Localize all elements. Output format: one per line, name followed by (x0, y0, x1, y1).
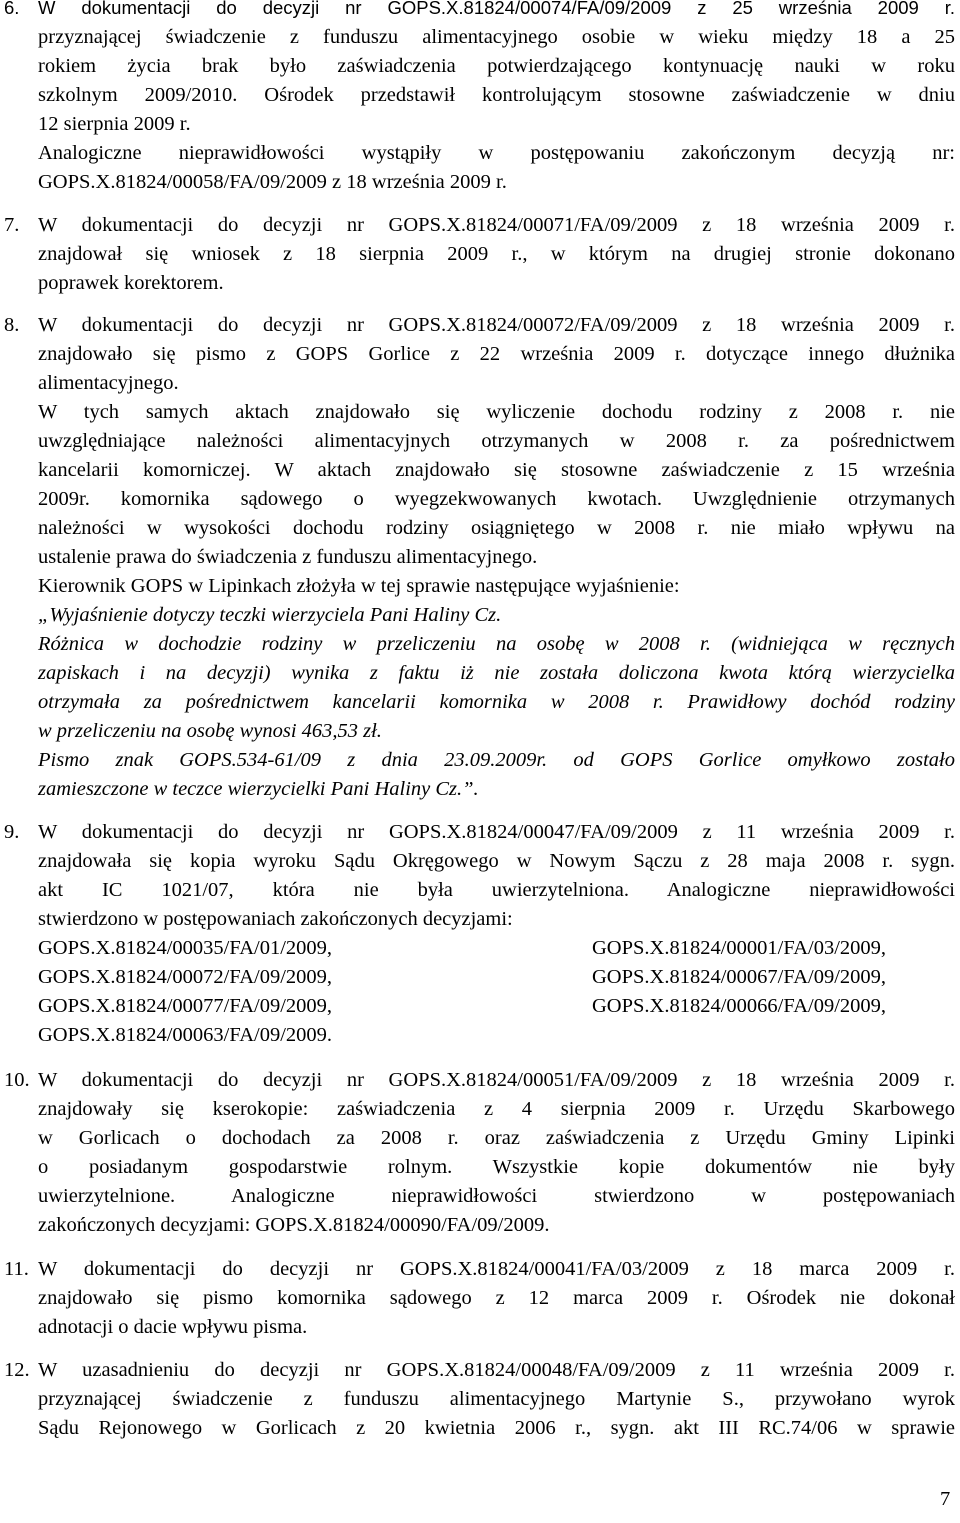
text-line: stwierdzono w postępowaniach zakończonych decyzjami: (38, 908, 513, 930)
text-line: W uzasadnieniu do decyzji nr GOPS.X.81824/00048/FA/09/2009 z 11 września 2009 r. (38, 1359, 955, 1381)
text-line: Kierownik GOPS w Lipinkach złożyła w tej sprawie następujące wyjaśnienie: (38, 575, 680, 597)
text-line: 12 sierpnia 2009 r. (38, 113, 191, 135)
text-line: akt IC 1021/07, która nie była uwierzytelniona. Analogiczne nieprawidłowości (38, 879, 955, 901)
item-number: 6. (4, 0, 20, 18)
text-line: kancelarii komorniczej. W aktach znajdowało się stosowne zaświadczenie z 15 września (38, 459, 955, 481)
text-line: należności w wysokości dochodu rodziny osiągniętego w 2008 r. nie miało wpływu na (38, 517, 955, 539)
text-line: przyznającej świadczenie z funduszu alimentacyjnego Martynie S., przywołano wyrok (38, 1388, 955, 1410)
text-line: szkolnym 2009/2010. Ośrodek przedstawił kontrolującym stosowne zaświadczenie w dniu (38, 84, 955, 106)
item-number: 8. (4, 314, 20, 336)
text-line: 2009r. komornika sądowego o wyegzekwowanych kwotach. Uwzględnienie otrzymanych (38, 488, 955, 510)
decision-number: GOPS.X.81824/00077/FA/09/2009, (38, 995, 333, 1017)
text-line: W dokumentacji do decyzji nr GOPS.X.81824/00041/FA/03/2009 z 18 marca 2009 r. (38, 1258, 955, 1280)
text-line: rokiem życia brak było zaświadczenia potwierdzającego kontynuację nauki w roku (38, 55, 955, 77)
text-line: W dokumentacji do decyzji nr GOPS.X.81824/00071/FA/09/2009 z 18 września 2009 r. (38, 214, 955, 236)
text-line: zakończonych decyzjami: GOPS.X.81824/00090/FA/09/2009. (38, 1214, 550, 1236)
text-line: w Gorlicach o dochodach za 2008 r. oraz zaświadczenia z Urzędu Gminy Lipinki (38, 1127, 955, 1149)
text-line: znajdowały się kserokopie: zaświadczenia z 4 sierpnia 2009 r. Urzędu Skarbowego (38, 1098, 955, 1120)
item-number: 9. (4, 821, 20, 843)
text-line: Sądu Rejonowego w Gorlicach z 20 kwietnia 2006 r., sygn. akt III RC.74/06 w sprawie (38, 1417, 955, 1439)
item-number: 7. (4, 214, 20, 236)
text-line: o posiadanym gospodarstwie rolnym. Wszystkie kopie dokumentów nie były (38, 1156, 955, 1178)
quote-line: zapiskach i na decyzji) wynika z faktu iż nie została doliczona kwota którą wierzycielka (38, 662, 955, 684)
text-line: W dokumentacji do decyzji nr GOPS.X.81824/00074/FA/09/2009 z 25 września 2009 r. (38, 0, 955, 18)
text-line: W dokumentacji do decyzji nr GOPS.X.81824/00051/FA/09/2009 z 18 września 2009 r. (38, 1069, 955, 1091)
quote-line: zamieszczone w teczce wierzycielki Pani Haliny Cz.”. (38, 778, 479, 800)
text-line: Analogiczne nieprawidłowości wystąpiły w postępowaniu zakończonym decyzją nr: (38, 142, 955, 164)
quote-line: Różnica w dochodzie rodziny w przeliczeniu na osobę w 2008 r. (widniejąca w ręcznych (38, 633, 955, 655)
item-number: 11. (4, 1258, 29, 1280)
text-line: ustalenie prawa do świadczenia z funduszu alimentacyjnego. (38, 546, 538, 568)
text-line: znajdowała się kopia wyroku Sądu Okręgowego w Nowym Sączu z 28 maja 2008 r. sygn. (38, 850, 955, 872)
text-line: W dokumentacji do decyzji nr GOPS.X.81824/00072/FA/09/2009 z 18 września 2009 r. (38, 314, 955, 336)
item-number: 10. (4, 1069, 30, 1091)
text-line: adnotacji o dacie wpływu pisma. (38, 1316, 308, 1338)
text-line: uwierzytelnione. Analogiczne nieprawidłowości stwierdzono w postępowaniach (38, 1185, 955, 1207)
text-line: poprawek korektorem. (38, 272, 224, 294)
decision-number: GOPS.X.81824/00063/FA/09/2009. (38, 1024, 333, 1046)
decision-number: GOPS.X.81824/00035/FA/01/2009, (38, 937, 333, 959)
decision-number: GOPS.X.81824/00066/FA/09/2009, (592, 995, 887, 1017)
item-number: 12. (4, 1359, 30, 1381)
text-line: GOPS.X.81824/00058/FA/09/2009 z 18 września 2009 r. (38, 171, 507, 193)
text-line: W tych samych aktach znajdowało się wyliczenie dochodu rodziny z 2008 r. nie (38, 401, 955, 423)
quote-line: w przeliczeniu na osobę wynosi 463,53 zł. (38, 720, 382, 742)
decision-number: GOPS.X.81824/00001/FA/03/2009, (592, 937, 887, 959)
decision-number: GOPS.X.81824/00067/FA/09/2009, (592, 966, 887, 988)
quote-line: „Wyjaśnienie dotyczy teczki wierzyciela Pani Haliny Cz. (38, 604, 502, 626)
quote-line: otrzymała za pośrednictwem kancelarii komornika w 2008 r. Prawidłowy dochód rodziny (38, 691, 955, 713)
page-number: 7 (940, 1488, 951, 1510)
text-line: uwzględniające należności alimentacyjnych otrzymanych w 2008 r. za pośrednictwem (38, 430, 955, 452)
text-line: znajdował się wniosek z 18 sierpnia 2009 r., w którym na drugiej stronie dokonano (38, 243, 955, 265)
decision-number: GOPS.X.81824/00072/FA/09/2009, (38, 966, 333, 988)
text-line: znajdowało się pismo z GOPS Gorlice z 22 września 2009 r. dotyczące innego dłużnika (38, 343, 955, 365)
text-line: alimentacyjnego. (38, 372, 179, 394)
quote-line: Pismo znak GOPS.534-61/09 z dnia 23.09.2009r. od GOPS Gorlice omyłkowo zostało (38, 749, 955, 771)
text-line: W dokumentacji do decyzji nr GOPS.X.81824/00047/FA/09/2009 z 11 września 2009 r. (38, 821, 955, 843)
text-line: znajdowało się pismo komornika sądowego z 12 marca 2009 r. Ośrodek nie dokonał (38, 1287, 955, 1309)
text-line: przyznającej świadczenie z funduszu alimentacyjnego osobie w wieku między 18 a 25 (38, 26, 955, 48)
